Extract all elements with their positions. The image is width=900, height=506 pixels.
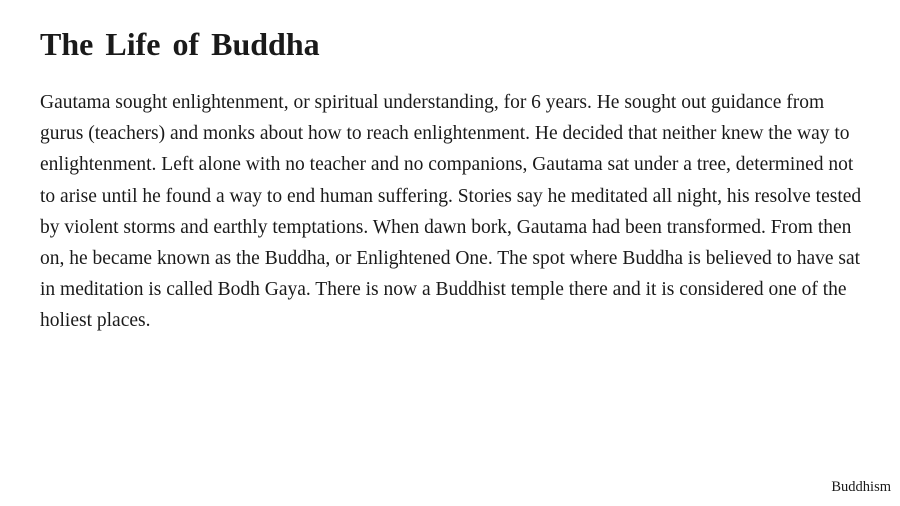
slide-title: The Life of Buddha bbox=[40, 26, 320, 62]
slide-body-text: Gautama sought enlightenment, or spiritual understanding, for 6 years. He sought out guidance from gurus (teachers) and monks about how to reach enlightenment. He decided that neither knew the way to enlightenment. Left alone with no teacher and no companions, Gautama sat under a tree, determined not to arise until he found a way to end human suffering. Stories say he meditated all night, his resolve tested by violent storms and earthly temptations. When dawn bork, Gautama had been transformed. From then on, he became known as the Buddha, or Enlightened One. The spot where Buddha is believed to have sat in meditation is called Bodh Gaya. There is now a Buddhist temple there and it is considered one of the holiest places. bbox=[40, 92, 862, 332]
footer-label: Buddhism bbox=[831, 479, 891, 495]
